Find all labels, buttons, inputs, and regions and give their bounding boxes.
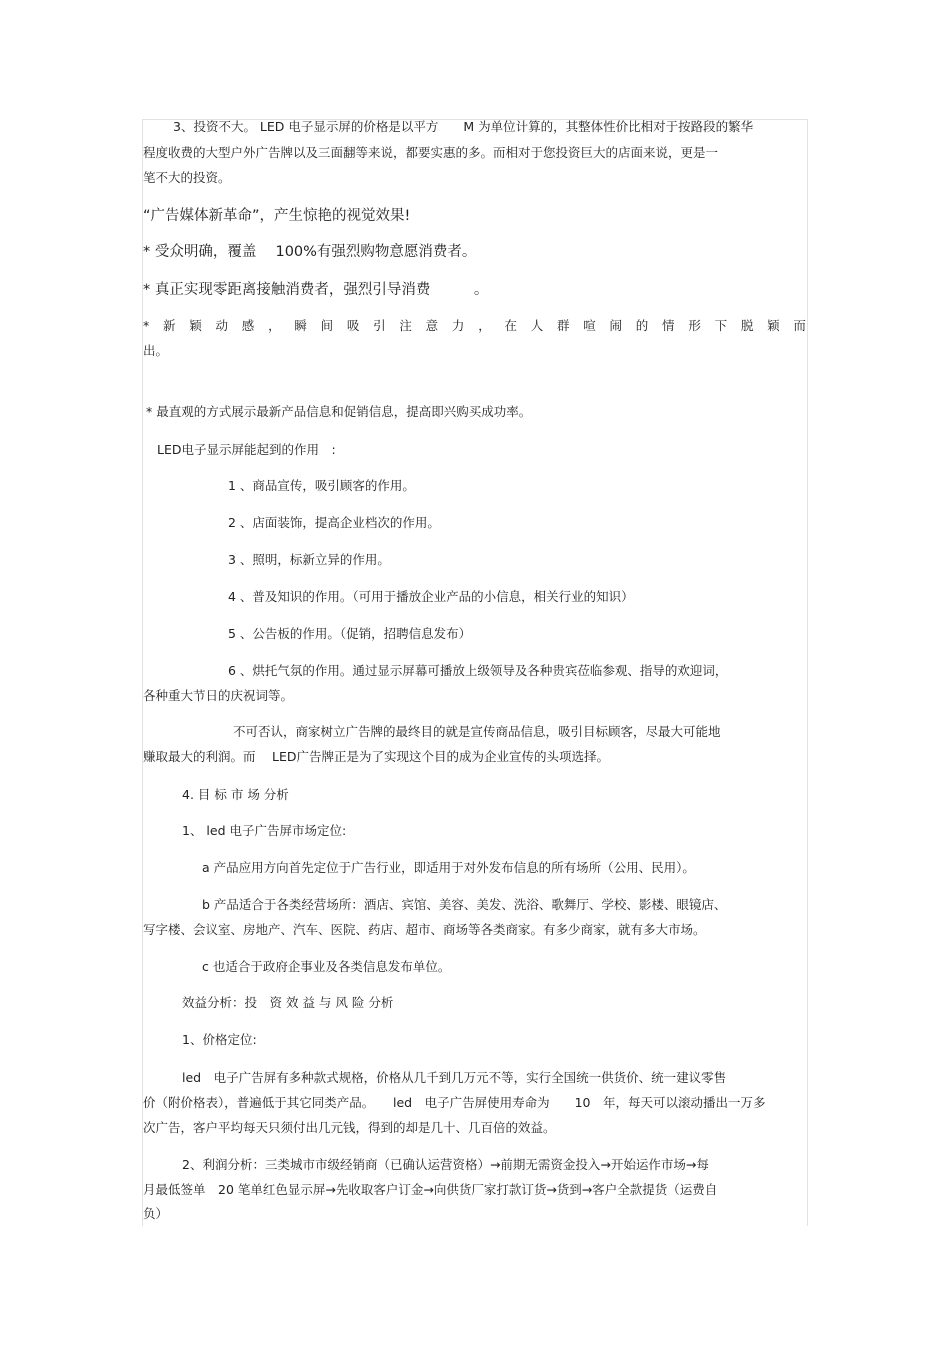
bullet-char: 脱 xyxy=(740,318,754,333)
bullet-char: 引 xyxy=(373,318,386,333)
bullet-novel-end: 出。 xyxy=(143,343,169,358)
price-heading: 1、价格定位: xyxy=(182,1032,257,1047)
bullet-char: ， xyxy=(478,318,491,333)
bullet-char: 群 xyxy=(556,318,570,333)
market-item-a: a 产品应用方向首先定位于广告行业，即适用于对外发布信息的所有场所（公用、民用）。 xyxy=(202,860,695,875)
benefit-heading: 效益分析：投 资 效 益 与 风 险 分析 xyxy=(182,995,394,1010)
bullet-char: ， xyxy=(268,318,281,333)
roles-heading: LED电子显示屏能起到的作用 : xyxy=(157,442,336,457)
bullet-char: 喧 xyxy=(583,318,596,333)
role-item: 3 、照明，标新立异的作用。 xyxy=(228,552,390,567)
bullet-char: 闹 xyxy=(609,318,623,333)
market-item-b-cont: 写字楼、会议室、房地产、汽车、医院、药店、超市、商场等各类商家。有多少商家，就有多大市场。 xyxy=(143,922,706,937)
bullet-audience: * 受众明确，覆盖 100%有强烈购物意愿消费者。 xyxy=(143,244,477,260)
market-heading: 4. 目 标 市 场 分析 xyxy=(182,787,289,802)
profit-line-3: 负） xyxy=(143,1206,169,1221)
intro-line-1: 3、投资不大。 LED 电子显示屏的价格是以平方 M 为单位计算的，其整体性价比相对于按路段的繁华 xyxy=(173,119,754,134)
price-line-3: 次广告，客户平均每天只须付出几元钱，得到的却是几十、几百倍的效益。 xyxy=(143,1120,556,1135)
bullet-char: 在 xyxy=(504,318,517,333)
bullet-char: 新 xyxy=(163,318,176,333)
market-item-c: c 也适合于政府企事业及各类信息发布单位。 xyxy=(202,959,451,974)
bullet-char: 意 xyxy=(425,318,439,333)
role-item-continuation: 各种重大节日的庆祝词等。 xyxy=(143,688,294,703)
profit-line-2: 月最低签单 20 笔单红色显示屏→先收取客户订金→向供货厂家打款订货→货到→客户全款提货（运费自 xyxy=(143,1182,718,1197)
bullet-char: 的 xyxy=(635,318,649,333)
role-item: 6 、烘托气氛的作用。通过显示屏幕可播放上级领导及各种贵宾莅临参观、指导的欢迎词， xyxy=(228,663,728,678)
bullet-char: 情 xyxy=(662,318,675,333)
slogan-headline: “广告媒体新革命”，产生惊艳的视觉效果! xyxy=(143,208,411,224)
bullet-intuitive: * 最直观的方式展示最新产品信息和促销信息，提高即兴购买成功率。 xyxy=(146,404,532,419)
price-line-1: led 电子广告屏有多种款式规格，价格从几千到几万元不等，实行全国统一供货价、统一建议零售 xyxy=(182,1070,727,1085)
bullet-char: 下 xyxy=(714,318,728,333)
bullet-char: 形 xyxy=(688,318,701,333)
role-item: 4 、普及知识的作用。（可用于播放企业产品的小信息，相关行业的知识） xyxy=(228,589,634,604)
bullet-char: 吸 xyxy=(346,318,360,333)
bullet-char: * xyxy=(143,318,150,333)
bullet-char: 间 xyxy=(320,318,334,333)
bullet-char: 注 xyxy=(399,318,412,333)
price-line-2: 价（附价格表），普遍低于其它同类产品。 led 电子广告屏使用寿命为 10 年，每天可以滚动播出一万多 xyxy=(143,1095,766,1110)
intro-line-3: 笔不大的投资。 xyxy=(143,170,231,185)
market-positioning: 1、 led 电子广告屏市场定位: xyxy=(182,823,347,838)
role-item: 1 、商品宣传，吸引顾客的作用。 xyxy=(228,478,415,493)
bullet-char: 力 xyxy=(451,318,465,333)
market-item-b: b 产品适合于各类经营场所：酒店、宾馆、美容、美发、洗浴、歌舞厅、学校、影楼、眼镜店、 xyxy=(202,897,727,912)
intro-line-2: 程度收费的大型户外广告牌以及三面翻等来说，都要实惠的多。而相对于您投资巨大的店面来说，更是一 xyxy=(143,145,719,160)
bullet-char: 人 xyxy=(530,318,544,333)
role-item: 5 、公告板的作用。（促销，招聘信息发布） xyxy=(228,626,472,641)
profit-line-1: 2、利润分析：三类城市市级经销商（已确认运营资格）→前期无需资金投入→开始运作市场→每 xyxy=(182,1157,709,1172)
bullet-char: 而 xyxy=(793,318,806,333)
bullet-zero-distance: * 真正实现零距离接触消费者，强烈引导消费 。 xyxy=(143,282,489,298)
conclusion-line-1: 不可否认，商家树立广告牌的最终目的就是宣传商品信息，吸引目标顾客，尽最大可能地 xyxy=(233,724,721,739)
bullet-char: 颖 xyxy=(767,318,780,333)
bullet-char: 瞬 xyxy=(294,318,307,333)
conclusion-line-2: 赚取最大的利润。而 LED广告牌正是为了实现这个目的成为企业宣传的头项选择。 xyxy=(143,749,609,764)
bullet-char: 感 xyxy=(241,318,255,333)
bullet-char: 颖 xyxy=(189,318,202,333)
bullet-novel-line xyxy=(143,318,806,334)
role-item: 2 、店面装饰，提高企业档次的作用。 xyxy=(228,515,440,530)
bullet-char: 动 xyxy=(215,318,229,333)
